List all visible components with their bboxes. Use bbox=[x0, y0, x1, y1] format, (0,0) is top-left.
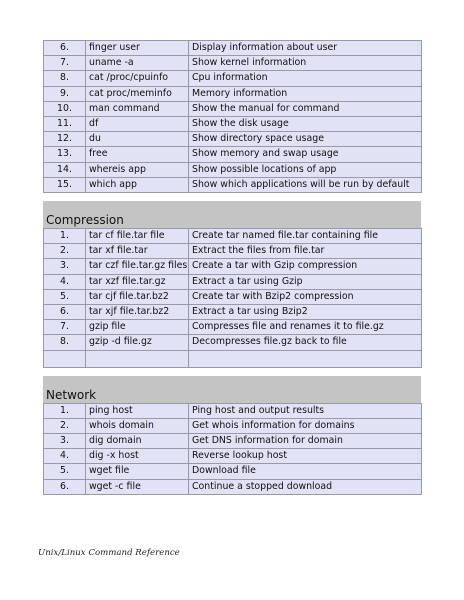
description-cell: Memory information bbox=[189, 86, 422, 101]
row-number: 8. bbox=[44, 335, 86, 350]
description-cell: Display information about user bbox=[189, 41, 422, 56]
command-cell: tar czf file.tar.gz files bbox=[86, 259, 189, 274]
row-number: 2. bbox=[44, 418, 86, 433]
table-row bbox=[44, 117, 422, 132]
description-cell: Get DNS information for domain bbox=[189, 434, 422, 449]
command-cell: which app bbox=[86, 177, 189, 192]
system-commands-table bbox=[43, 40, 422, 193]
table-row bbox=[44, 335, 422, 350]
table-row bbox=[44, 71, 422, 86]
command-cell: uname -a bbox=[86, 56, 189, 71]
description-cell: Continue a stopped download bbox=[189, 479, 422, 494]
row-number: 13. bbox=[44, 147, 86, 162]
page-footer: Unix/Linux Command Reference bbox=[38, 548, 180, 558]
row-number: 7. bbox=[44, 320, 86, 335]
description-cell: Show the manual for command bbox=[189, 101, 422, 116]
table-row bbox=[44, 132, 422, 147]
row-number: 2. bbox=[44, 244, 86, 259]
command-cell: tar xzf file.tar.gz bbox=[86, 274, 189, 289]
command-cell: ping host bbox=[86, 403, 189, 418]
description-cell: Get whois information for domains bbox=[189, 418, 422, 433]
description-cell: Create tar named file.tar containing file bbox=[189, 229, 422, 244]
description-cell: Create a tar with Gzip compression bbox=[189, 259, 422, 274]
command-cell: du bbox=[86, 132, 189, 147]
description-cell: Create tar with Bzip2 compression bbox=[189, 289, 422, 304]
description-cell: Decompresses file.gz back to file bbox=[189, 335, 422, 350]
row-number: 6. bbox=[44, 41, 86, 56]
empty-cell bbox=[189, 350, 422, 367]
row-number: 6. bbox=[44, 479, 86, 494]
command-cell: tar cjf file.tar.bz2 bbox=[86, 289, 189, 304]
table-row bbox=[44, 464, 422, 479]
section-gap bbox=[43, 193, 421, 201]
row-number: 5. bbox=[44, 464, 86, 479]
network-commands-table bbox=[43, 403, 422, 495]
command-cell: dig -x host bbox=[86, 449, 189, 464]
compression-section-heading: Compression bbox=[43, 201, 421, 228]
row-number: 11. bbox=[44, 117, 86, 132]
description-cell: Download file bbox=[189, 464, 422, 479]
compression-commands-table bbox=[43, 228, 422, 368]
description-cell: Ping host and output results bbox=[189, 403, 422, 418]
command-cell: gzip -d file.gz bbox=[86, 335, 189, 350]
description-cell: Cpu information bbox=[189, 71, 422, 86]
command-cell: wget -c file bbox=[86, 479, 189, 494]
table-row bbox=[44, 41, 422, 56]
table-row bbox=[44, 403, 422, 418]
command-cell: tar cf file.tar file bbox=[86, 229, 189, 244]
table-row bbox=[44, 434, 422, 449]
command-cell: tar xjf file.tar.bz2 bbox=[86, 305, 189, 320]
description-cell: Show kernel information bbox=[189, 56, 422, 71]
row-number: 1. bbox=[44, 403, 86, 418]
row-number: 7. bbox=[44, 56, 86, 71]
table-row bbox=[44, 259, 422, 274]
command-cell: man command bbox=[86, 101, 189, 116]
row-number: 6. bbox=[44, 305, 86, 320]
table-row bbox=[44, 162, 422, 177]
row-number: 10. bbox=[44, 101, 86, 116]
empty-row bbox=[44, 350, 422, 367]
row-number: 8. bbox=[44, 71, 86, 86]
table-row bbox=[44, 101, 422, 116]
empty-cell bbox=[86, 350, 189, 367]
table-row bbox=[44, 229, 422, 244]
command-cell: dig domain bbox=[86, 434, 189, 449]
table-row bbox=[44, 320, 422, 335]
command-cell: free bbox=[86, 147, 189, 162]
command-cell: cat proc/meminfo bbox=[86, 86, 189, 101]
command-cell: wget file bbox=[86, 464, 189, 479]
command-reference-sheet bbox=[43, 40, 421, 495]
row-number: 3. bbox=[44, 259, 86, 274]
table-row bbox=[44, 305, 422, 320]
description-cell: Show memory and swap usage bbox=[189, 147, 422, 162]
description-cell: Reverse lookup host bbox=[189, 449, 422, 464]
table-row bbox=[44, 479, 422, 494]
command-cell: whois domain bbox=[86, 418, 189, 433]
description-cell: Extract a tar using Bzip2 bbox=[189, 305, 422, 320]
table-row bbox=[44, 56, 422, 71]
description-cell: Extract the files from file.tar bbox=[189, 244, 422, 259]
row-number: 4. bbox=[44, 449, 86, 464]
description-cell: Extract a tar using Gzip bbox=[189, 274, 422, 289]
command-cell: cat /proc/cpuinfo bbox=[86, 71, 189, 86]
command-cell: gzip file bbox=[86, 320, 189, 335]
table-row bbox=[44, 449, 422, 464]
row-number: 15. bbox=[44, 177, 86, 192]
empty-cell bbox=[44, 350, 86, 367]
row-number: 5. bbox=[44, 289, 86, 304]
table-row bbox=[44, 147, 422, 162]
table-row bbox=[44, 289, 422, 304]
table-row bbox=[44, 244, 422, 259]
row-number: 12. bbox=[44, 132, 86, 147]
description-cell: Show possible locations of app bbox=[189, 162, 422, 177]
section-gap bbox=[43, 368, 421, 376]
table-row bbox=[44, 177, 422, 192]
row-number: 4. bbox=[44, 274, 86, 289]
table-row bbox=[44, 86, 422, 101]
description-cell: Show the disk usage bbox=[189, 117, 422, 132]
description-cell: Show which applications will be run by default bbox=[189, 177, 422, 192]
command-cell: df bbox=[86, 117, 189, 132]
row-number: 1. bbox=[44, 229, 86, 244]
table-row bbox=[44, 418, 422, 433]
command-cell: tar xf file.tar bbox=[86, 244, 189, 259]
row-number: 14. bbox=[44, 162, 86, 177]
description-cell: Show directory space usage bbox=[189, 132, 422, 147]
row-number: 3. bbox=[44, 434, 86, 449]
command-cell: whereis app bbox=[86, 162, 189, 177]
command-cell: finger user bbox=[86, 41, 189, 56]
row-number: 9. bbox=[44, 86, 86, 101]
description-cell: Compresses file and renames it to file.gz bbox=[189, 320, 422, 335]
table-row bbox=[44, 274, 422, 289]
network-section-heading: Network bbox=[43, 376, 421, 403]
